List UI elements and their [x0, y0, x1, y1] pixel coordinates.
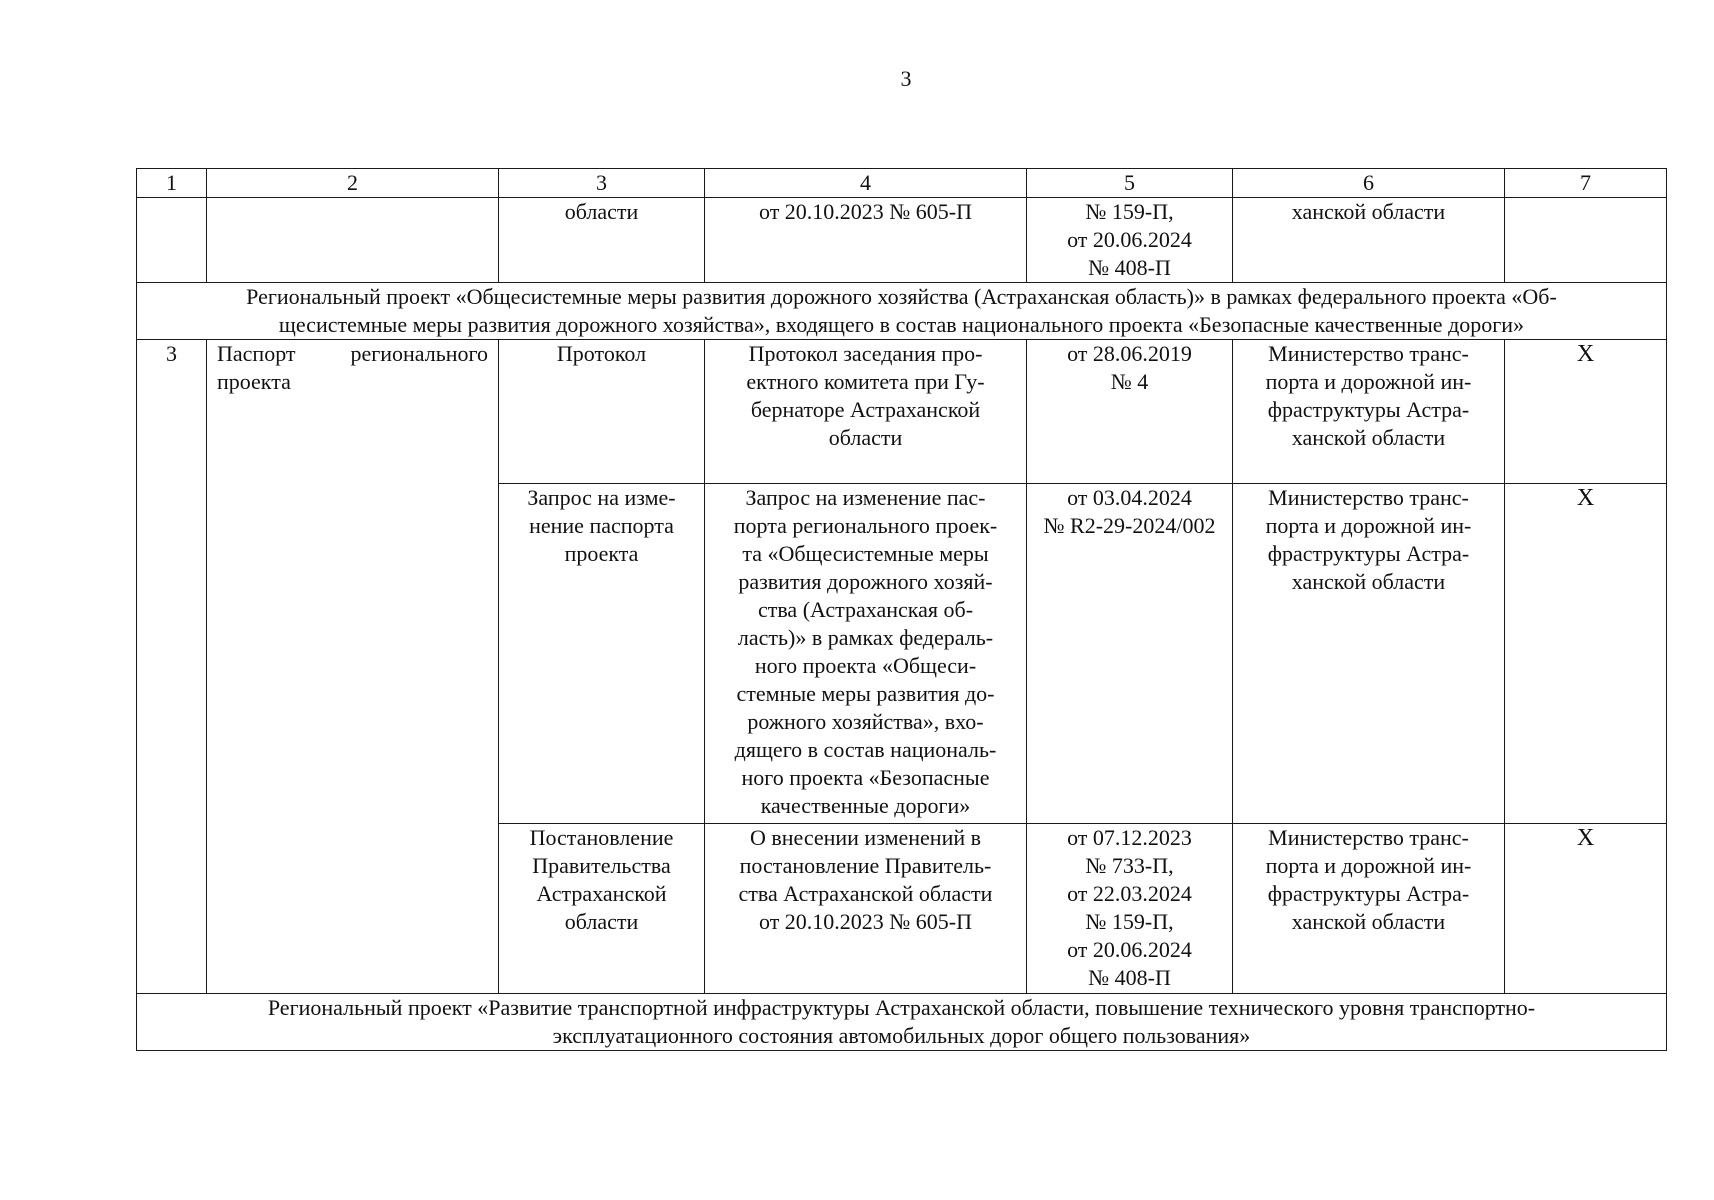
header-col-6: 6: [1233, 169, 1505, 198]
row-name-cell: [207, 340, 499, 994]
doc-title-line: О внесении изменений в: [749, 825, 982, 850]
section-heading-line: Региональный проект «Общесистемные меры развития дорожного хозяйства (Астраханская область)» в рамках федерального проекта «Об-: [246, 284, 1557, 309]
doc-title-line: развития дорожного хозяй-: [738, 569, 993, 594]
doc-org-line: ханской области: [1291, 425, 1446, 450]
section-heading-line: эксплуатационного состояния автомобильных дорог общего пользования»: [552, 1023, 1251, 1048]
page-number: 3: [900, 66, 912, 91]
doc-org-line: Министерство транс-: [1268, 341, 1469, 366]
header-col-5: 5: [1027, 169, 1233, 198]
doc-title-line: области: [828, 425, 903, 450]
doc-title-line: Запрос на изменение пас-: [745, 485, 986, 510]
doc-org-line: порта и дорожной ин-: [1265, 369, 1472, 394]
doc-date-line: от 20.06.2024: [1067, 937, 1192, 962]
doc-org-line: Министерство транс-: [1268, 825, 1469, 850]
registry-table: [136, 168, 1667, 1051]
section-heading-2: [137, 994, 1667, 1051]
row-name-line: проекта: [217, 369, 291, 394]
doc-org-line: фраструктуры Астра-: [1267, 881, 1470, 906]
doc-title-line: ектного комитета при Гу-: [746, 369, 985, 394]
cont-mark-cell: [1505, 198, 1667, 283]
doc-title-line: порта регионального проек-: [733, 513, 998, 538]
cont-title-cell: от 20.10.2023 № 605-П: [705, 198, 1027, 283]
doc-type-cell: [499, 484, 705, 824]
doc-org-line: фраструктуры Астра-: [1267, 397, 1470, 422]
doc-title-line: Протокол заседания про-: [748, 341, 983, 366]
row-name-line: [213, 340, 492, 368]
doc-title-line: ства Астраханской области: [738, 881, 993, 906]
header-row: [137, 169, 1667, 198]
cont-type-cell: области: [499, 198, 705, 283]
cont-date-cell: [1027, 198, 1233, 283]
cont-date-line: от 20.06.2024: [1067, 227, 1192, 252]
section-heading-line: Региональный проект «Развитие транспортной инфраструктуры Астраханской области, повышение технического уровня транспортно-: [267, 995, 1536, 1020]
row-number: 3: [137, 340, 207, 994]
doc-title-line: качественные дороги»: [760, 793, 971, 818]
section-heading-2-cell: [137, 994, 1667, 1051]
doc-org-line: порта и дорожной ин-: [1265, 853, 1472, 878]
header-col-1: 1: [137, 169, 207, 198]
doc-title-cell: [705, 824, 1027, 994]
header-col-4: 4: [705, 169, 1027, 198]
cont-date-line: № 408-П: [1088, 255, 1171, 280]
doc-date-cell: [1027, 484, 1233, 824]
row-name-word: регионального: [350, 341, 488, 366]
doc-type-line: проекта: [564, 541, 639, 566]
doc-org-line: порта и дорожной ин-: [1265, 513, 1472, 538]
doc-date-line: № 159-П,: [1085, 909, 1174, 934]
doc-type-line: Постановление: [529, 825, 674, 850]
doc-org-cell: [1233, 484, 1505, 824]
doc-type-line: Астраханской: [536, 881, 667, 906]
cont-name-cell: [207, 198, 499, 283]
row-name-word: Паспорт: [217, 341, 296, 366]
doc-date-line: № 408-П: [1088, 965, 1171, 990]
doc-org-line: Министерство транс-: [1268, 485, 1469, 510]
cont-date-line: № 159-П,: [1085, 199, 1174, 224]
doc-title-cell: [705, 340, 1027, 484]
doc-type-line: нение паспорта: [529, 513, 674, 538]
doc-title-line: ного проекта «Общеси-: [754, 653, 977, 678]
doc-type-cell: [499, 340, 705, 484]
section-heading-1-cell: [137, 283, 1667, 340]
header-col-7: 7: [1505, 169, 1667, 198]
doc-mark-cell: Х: [1505, 824, 1667, 994]
header-col-3: 3: [499, 169, 705, 198]
doc-date-line: от 07.12.2023: [1067, 825, 1192, 850]
doc-title-line: дящего в состав националь-: [734, 737, 997, 762]
cont-num-cell: [137, 198, 207, 283]
doc-type-cell: [499, 824, 705, 994]
doc-date-line: № R2-29-2024/002: [1043, 513, 1216, 538]
doc-title-line: ства (Астраханская об-: [757, 597, 974, 622]
doc-type-line: Запрос на изме-: [527, 485, 676, 510]
header-col-2: 2: [207, 169, 499, 198]
doc-title-line: бернаторе Астраханской: [750, 397, 981, 422]
doc-type-line: области: [564, 909, 639, 934]
doc-date-line: от 22.03.2024: [1067, 881, 1192, 906]
doc-type-line: Протокол: [556, 341, 647, 366]
doc-title-line: та «Общесистемные меры: [742, 541, 989, 566]
doc-date-line: от 03.04.2024: [1067, 485, 1192, 510]
doc-mark-cell: Х: [1505, 340, 1667, 484]
doc-org-line: ханской области: [1291, 569, 1446, 594]
doc-type-line: Правительства: [532, 853, 671, 878]
doc-org-line: фраструктуры Астра-: [1267, 541, 1470, 566]
section-heading-line: щесистемные меры развития дорожного хозяйства», входящего в состав национального проекта «Безопасные качественные дороги»: [278, 312, 1525, 337]
doc-date-line: № 733-П,: [1085, 853, 1174, 878]
doc-date-line: от 28.06.2019: [1067, 341, 1192, 366]
doc-org-cell: [1233, 824, 1505, 994]
cont-org-cell: ханской области: [1233, 198, 1505, 283]
doc-mark-cell: Х: [1505, 484, 1667, 824]
doc-date-cell: [1027, 340, 1233, 484]
doc-title-line: от 20.10.2023 № 605-П: [758, 909, 973, 934]
doc-title-line: стемные меры развития до-: [736, 681, 995, 706]
continuation-row: [137, 198, 1667, 283]
doc-date-cell: [1027, 824, 1233, 994]
doc-org-line: ханской области: [1291, 909, 1446, 934]
doc-title-line: постановление Правитель-: [739, 853, 992, 878]
doc-title-line: ного проекта «Безопасные: [741, 765, 990, 790]
section-heading-1: [137, 283, 1667, 340]
doc-org-cell: [1233, 340, 1505, 484]
table-row: [137, 340, 1667, 484]
doc-title-line: рожного хозяйства», вхо-: [747, 709, 984, 734]
doc-title-line: ласть)» в рамках федераль-: [737, 625, 994, 650]
doc-date-line: № 4: [1110, 369, 1149, 394]
doc-title-cell: [705, 484, 1027, 824]
